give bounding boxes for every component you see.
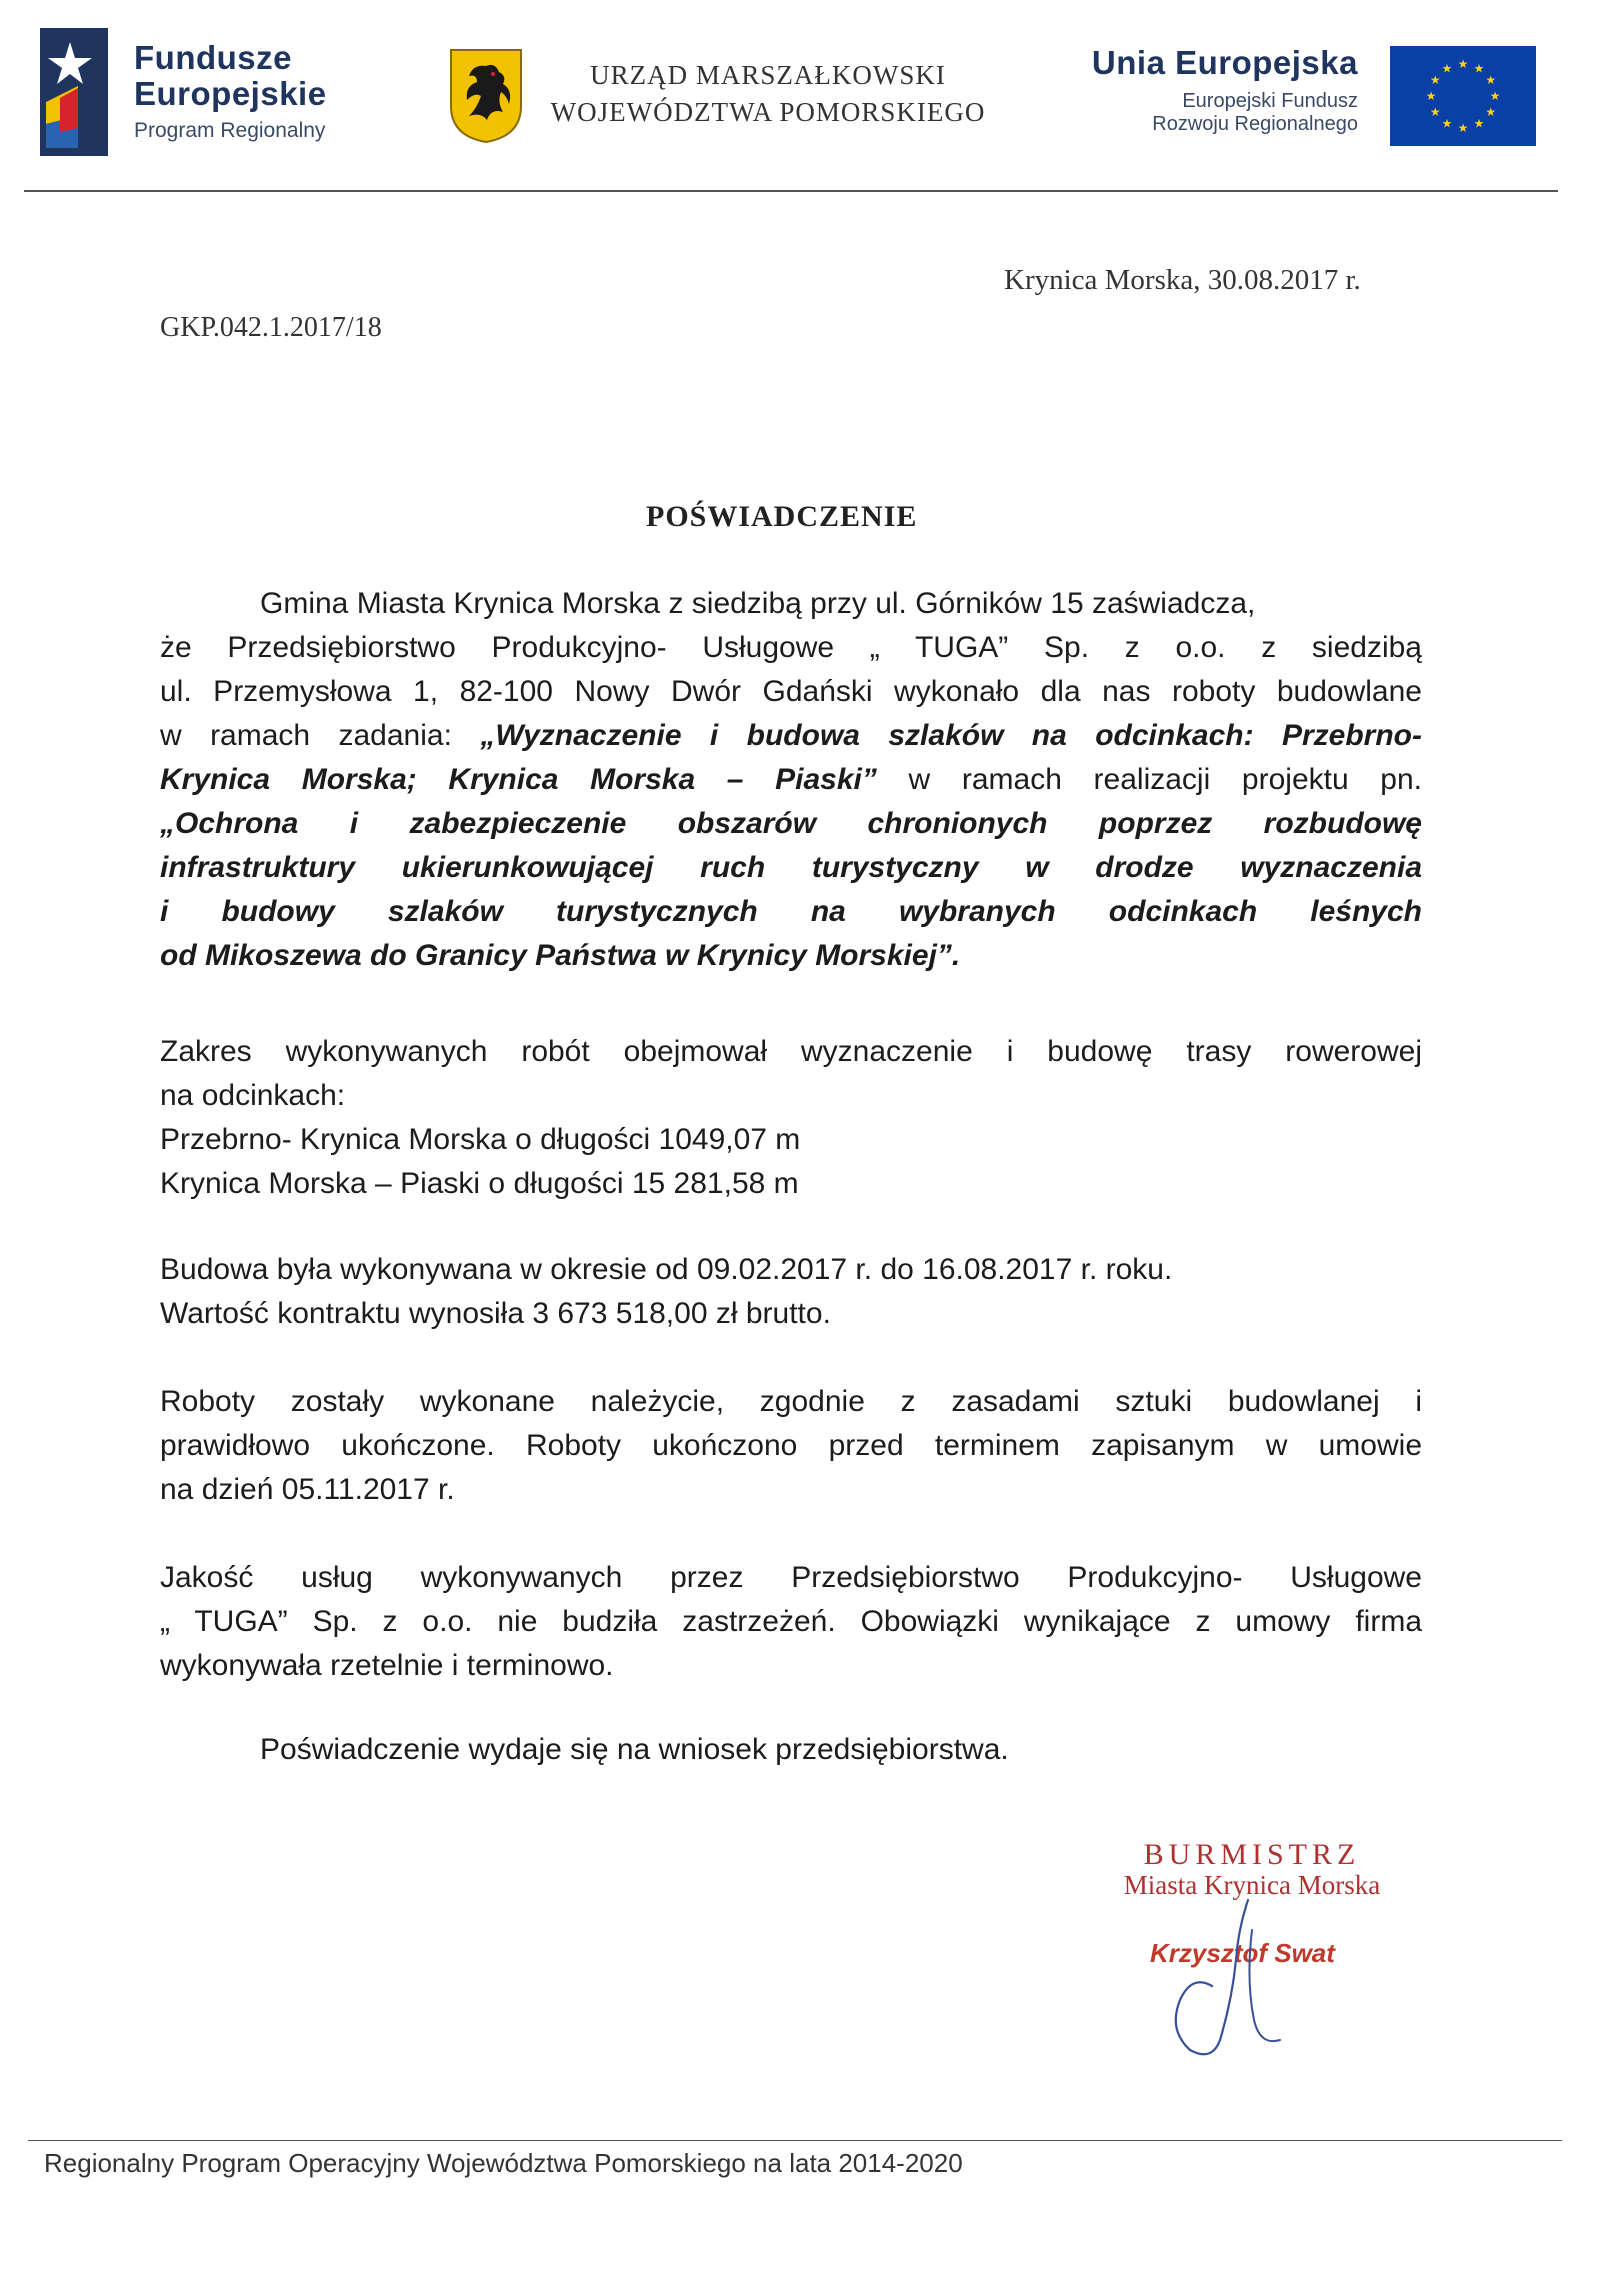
p4-line3: na dzień 05.11.2017 r.	[160, 1473, 455, 1506]
p1-line1: Gmina Miasta Krynica Morska z siedzibą przy ul. Górników 15 zaświadcza,	[260, 587, 1256, 620]
paragraph-scope	[160, 1030, 1422, 1206]
p1-line4-task: „Wyznaczenie i budowa szlaków na odcinkach: Przebrno-	[480, 719, 1422, 752]
p2-line2: na odcinkach:	[160, 1079, 346, 1112]
p4-line1: Roboty zostały wykonane należycie, zgodnie z zasadami sztuki budowlanej i	[160, 1385, 1422, 1418]
fe-line3: Program Regionalny	[134, 118, 326, 142]
p4-line2: prawidłowo ukończone. Roboty ukończono przed terminem zapisanym w umowie	[160, 1429, 1422, 1462]
eu-star-icon: ★	[1473, 116, 1485, 131]
p1-line4-plain: w ramach zadania:	[160, 719, 481, 752]
p5-line2: „ TUGA” Sp. z o.o. nie budziła zastrzeżeń. Obowiązki wynikające z umowy firma	[160, 1605, 1422, 1638]
eu-star-icon: ★	[1489, 89, 1501, 103]
p1-line4	[160, 714, 1422, 758]
document-title: POŚWIADCZENIE	[646, 500, 918, 533]
fundusze-europejskie-text	[134, 40, 327, 142]
ue-line1: Unia Europejska	[1091, 44, 1358, 81]
stamp-subtitle: Miasta Krynica Morska	[1123, 1870, 1381, 1900]
p2-line1: Zakres wykonywanych robót obejmował wyznaczenie i budowę trasy rowerowej	[160, 1035, 1422, 1068]
paragraph-closing	[160, 1728, 1422, 1772]
eu-star-icon: ★	[1429, 73, 1441, 87]
p1-line6: „Ochrona i zabezpieczenie obszarów chronionych poprzez rozbudowę	[160, 807, 1422, 840]
stamp-name: Krzysztof Swat	[1150, 1938, 1335, 1968]
p1-line5-task: Krynica Morska; Krynica Morska – Piaski”	[160, 763, 877, 796]
header-divider	[24, 190, 1558, 192]
paragraph-period-value	[160, 1248, 1422, 1336]
p1-line9: od Mikoszewa do Granicy Państwa w Krynicy Morskiej”.	[160, 939, 961, 972]
p2-line3: Przebrno- Krynica Morska o długości 1049,07 m	[160, 1123, 801, 1156]
fe-line1: Fundusze	[134, 39, 292, 76]
p1-line8: i budowy szlaków turystycznych na wybranych odcinkach leśnych	[160, 895, 1422, 928]
paragraph-certification	[160, 582, 1422, 978]
eu-flag-icon	[1390, 46, 1536, 146]
p5-line3: wykonywała rzetelnie i terminowo.	[160, 1649, 614, 1682]
eu-star-icon: ★	[1425, 89, 1437, 103]
eu-star-icon: ★	[1441, 61, 1453, 76]
office-line2: WOJEWÓDZTWA POMORSKIEGO	[550, 97, 986, 127]
eu-star-icon: ★	[1441, 116, 1453, 131]
reference-number: GKP.042.1.2017/18	[160, 312, 382, 343]
p1-line2: że Przedsiębiorstwo Produkcyjno- Usługowe „ TUGA” Sp. z o.o. z siedzibą	[160, 631, 1422, 664]
pomorskie-crest-icon	[447, 46, 525, 144]
footer-program: Regionalny Program Operacyjny Województwa Pomorskiego na lata 2014-2020	[44, 2148, 963, 2178]
office-line1: URZĄD MARSZAŁKOWSKI	[590, 60, 946, 90]
eu-star-icon: ★	[1473, 61, 1485, 76]
eu-star-icon: ★	[1457, 121, 1469, 135]
eu-star-icon: ★	[1485, 105, 1497, 119]
eu-star-icon: ★	[1457, 57, 1469, 71]
handwritten-signature-icon	[1120, 1890, 1370, 2070]
p5-line1: Jakość usług wykonywanych przez Przedsiębiorstwo Produkcyjno- Usługowe	[160, 1561, 1422, 1594]
p3-line2: Wartość kontraktu wynosiła 3 673 518,00 zł brutto.	[160, 1297, 831, 1330]
paragraph-assessment	[160, 1556, 1422, 1688]
ue-line2: Europejski Fundusz	[1182, 90, 1358, 112]
p1-line5-plain: w ramach realizacji projektu pn.	[876, 763, 1423, 796]
eu-star-icon: ★	[1485, 73, 1497, 87]
stamp-title: BURMISTRZ	[1143, 1838, 1361, 1871]
office-name	[538, 60, 998, 128]
ue-line3: Rozwoju Regionalnego	[1152, 113, 1358, 135]
p6-line1: Poświadczenie wydaje się na wniosek przedsiębiorstwa.	[260, 1733, 1009, 1766]
p1-line5	[160, 758, 1422, 802]
footer-divider	[28, 2140, 1562, 2141]
p2-line4: Krynica Morska – Piaski o długości 15 281,58 m	[160, 1167, 799, 1200]
paragraph-quality	[160, 1380, 1422, 1512]
fundusze-europejskie-logo-icon	[40, 28, 108, 156]
p3-line1: Budowa była wykonywana w okresie od 09.02.2017 r. do 16.08.2017 r. roku.	[160, 1253, 1173, 1286]
p1-line7: infrastruktury ukierunkowującej ruch turystyczny w drodze wyznaczenia	[160, 851, 1422, 884]
unia-europejska-text	[1058, 44, 1358, 136]
eu-star-icon: ★	[1429, 105, 1441, 119]
place-date: Krynica Morska, 30.08.2017 r.	[1004, 264, 1361, 296]
p1-line3: ul. Przemysłowa 1, 82-100 Nowy Dwór Gdański wykonało dla nas roboty budowlane	[160, 675, 1422, 708]
fe-line2: Europejskie	[134, 75, 327, 113]
